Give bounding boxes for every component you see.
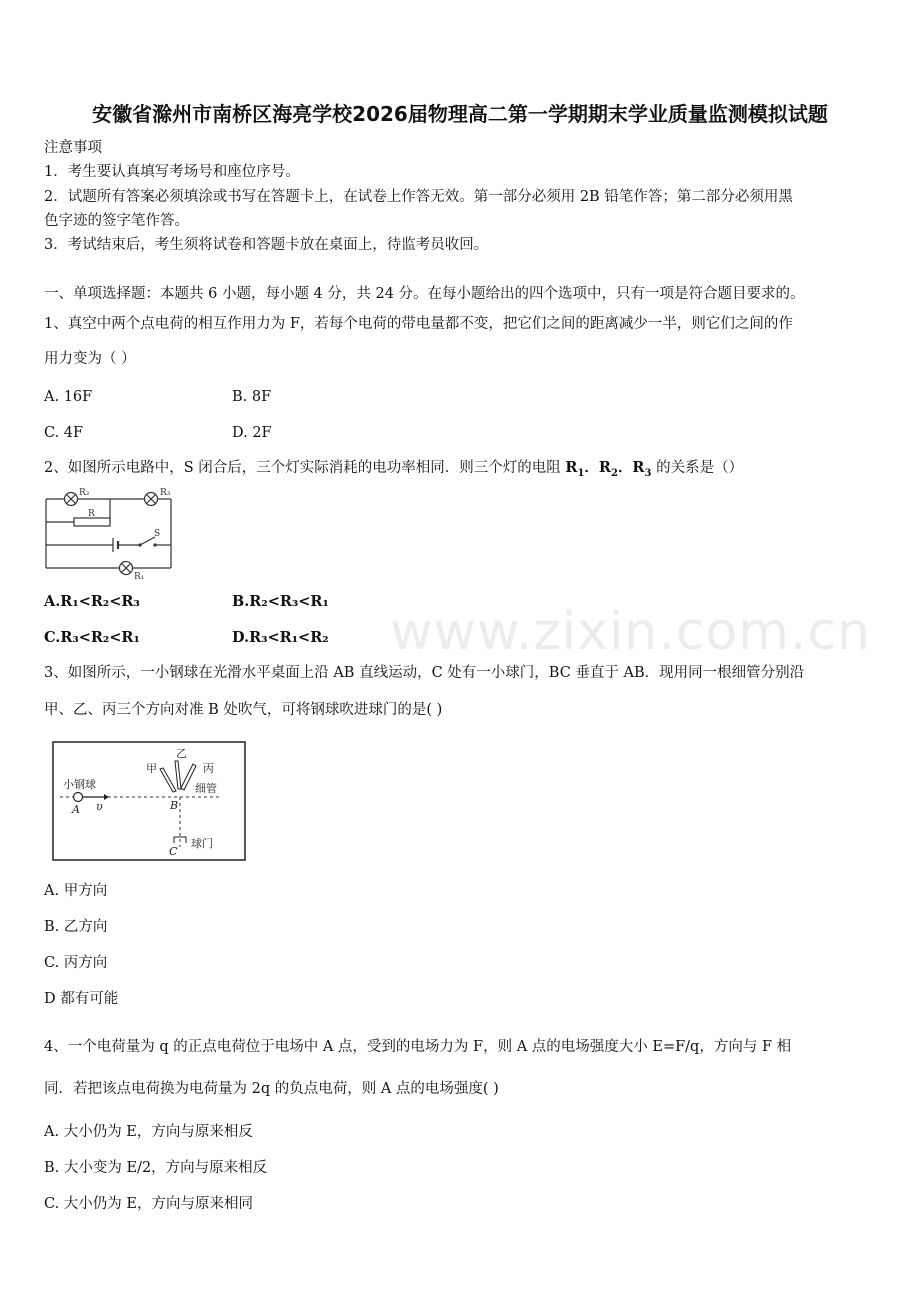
option-c: C.R₃<R₂<R₁: [44, 629, 140, 646]
option-a: A.R₁<R₂<R₃: [44, 593, 140, 610]
label-a: A: [72, 803, 80, 816]
label-bing: 丙: [203, 762, 214, 775]
watermark: www.zixin.com.cn: [390, 602, 871, 662]
section-heading: 一、单项选择题：本题共 6 小题，每小题 4 分，共 24 分。在每小题给出的四个选项中，只有一项是符合题目要求的。: [44, 286, 805, 302]
label-jia: 甲: [146, 762, 157, 775]
question-1-stem: 1、真空中两个点电荷的相互作用力为 F，若每个电荷的带电量都不变，把它们之间的距离减少一半，则它们之间的作: [44, 316, 793, 332]
question-3-stem: 甲、乙、丙三个方向对准 B 处吹气，可将钢球吹进球门的是( ): [44, 702, 443, 718]
notice-item: 2．试题所有答案必须填涂或书写在答题卡上，在试卷上作答无效。第一部分必须用 2B 铅笔作答；第二部分必须用黑: [44, 189, 793, 205]
option-a: A. 16F: [44, 389, 93, 405]
option-b: B. 大小变为 E/2，方向与原来相反: [44, 1160, 268, 1176]
page-title: 安徽省滁州市南桥区海亮学校2026届物理高二第一学期期末学业质量监测模拟试题: [92, 102, 828, 126]
option-d: D. 2F: [232, 425, 272, 441]
option-c: C. 4F: [44, 425, 84, 441]
option-b: B.R₂<R₃<R₁: [232, 593, 329, 610]
option-c: C. 丙方向: [44, 955, 108, 971]
question-1-stem: 用力变为（ ）: [44, 351, 136, 367]
label-tube: 细管: [195, 782, 217, 795]
notice-item: 1．考生要认真填写考场号和座位序号。: [44, 164, 300, 180]
notice-item: 色字迹的签字笔作答。: [44, 213, 189, 229]
label-s: S: [154, 529, 161, 539]
option-d: D.R₃<R₁<R₂: [232, 629, 329, 646]
option-a: A. 大小仍为 E，方向与原来相反: [44, 1124, 253, 1140]
label-r: R: [88, 509, 95, 519]
label-b: B: [170, 799, 179, 812]
option-b: B. 8F: [232, 389, 272, 405]
question-4-stem: 4、一个电荷量为 q 的正点电荷位于电场中 A 点，受到的电场力为 F，则 A 点的电场强度大小 E=F/q，方向与 F 相: [44, 1039, 792, 1055]
question-3-stem: 3、如图所示，一小钢球在光滑水平桌面上沿 AB 直线运动，C 处有一小球门，BC 垂直于 AB．现用同一根细管分别沿: [44, 665, 805, 681]
label-goal: 球门: [191, 837, 213, 850]
ball-goal-diagram: [52, 741, 248, 863]
label-r2: R₂: [79, 488, 90, 498]
option-d: D 都有可能: [44, 991, 119, 1007]
notice-item: 3．考试结束后，考生须将试卷和答题卡放在桌面上，待监考员收回。: [44, 237, 489, 253]
question-4-stem: 同．若把该点电荷换为电荷量为 2q 的负点电荷，则 A 点的电场强度( ): [44, 1081, 499, 1097]
label-v: υ: [96, 800, 103, 813]
question-2-stem: 2、如图所示电路中，S 闭合后，三个灯实际消耗的电功率相同．则三个灯的电阻 $R_1$．$R_2$．$R_3$ 的关系是（）: [44, 459, 744, 479]
label-r1: R₁: [134, 572, 145, 582]
option-b: B. 乙方向: [44, 919, 108, 935]
option-a: A. 甲方向: [44, 883, 108, 899]
label-yi: 乙: [176, 747, 187, 760]
circuit-diagram: [40, 484, 180, 584]
label-steel-ball: 小钢球: [63, 778, 96, 791]
notice-heading: 注意事项: [44, 140, 102, 156]
label-c: C: [169, 845, 178, 858]
label-r3: R₃: [160, 488, 171, 498]
option-c: C. 大小仍为 E，方向与原来相同: [44, 1196, 253, 1212]
